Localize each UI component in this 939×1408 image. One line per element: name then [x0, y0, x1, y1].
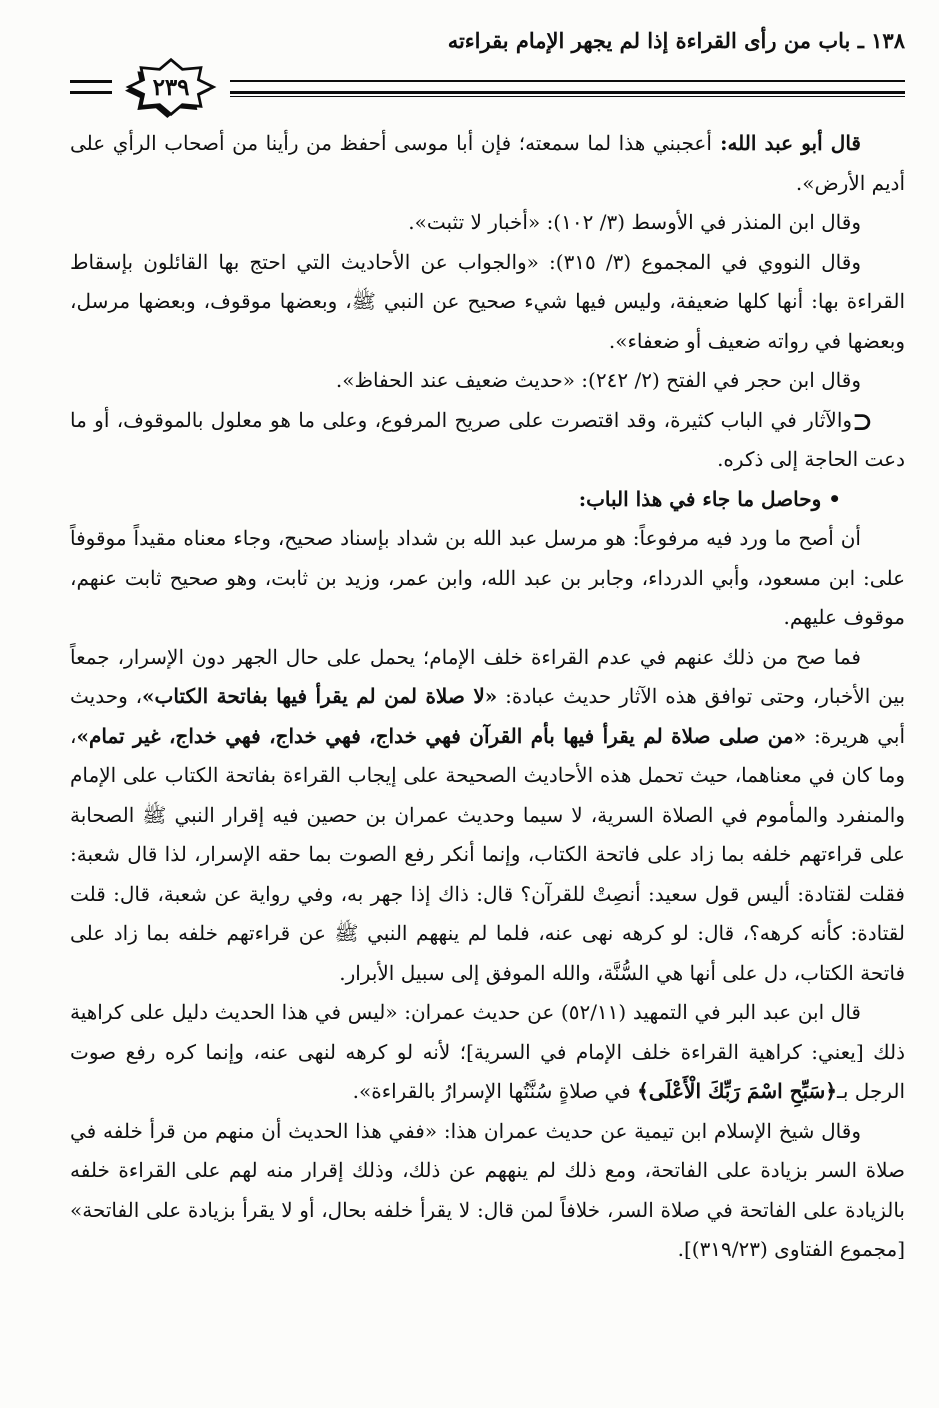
body-paragraph-6 — [70, 480, 905, 520]
text-run: في صلاةٍ سُنَّتُها الإسرارُ بالقراءة». — [352, 1079, 638, 1103]
bold-quote: «لا صلاة لمن لم يقرأ فيها بفاتحة الكتاب» — [142, 684, 498, 708]
body-paragraph-10 — [70, 1112, 905, 1270]
text-run: فما صح من ذلك عنهم في عدم القراءة خلف الإمام؛ يحمل على حال الجهر دون الإسرار، جمعاً بين الأخبار، وحتى توافق هذه الآثار حديث عبادة: — [70, 644, 906, 708]
body-paragraph-7 — [70, 519, 905, 638]
text-run: وقال النووي في المجموع (٣/ ٣١٥): «والجواب عن الأحاديث التي احتج بها القائلون بإسقاط القراءة بها: أنها كلها ضعيفة، وليس فيها شيء صحيح عن النبي ﷺ، وبعضها موقوف، وبعضها مرسل، وبعضها في رواته ضعيف أو ضعفاء». — [70, 249, 905, 353]
text-run: ، وما كان في معناهما، حيث تحمل هذه الأحاديث الصحيحة على إيجاب القراءة بفاتحة الكتاب على الإمام والمنفرد والمأموم في الصلاة السرية، لا سيما وحديث عمران بن حصين فيه إقرار النبي ﷺ الصحابة على قراءتهم خلفه بما زاد على فاتحة الكتاب، وإنما أنكر رفع الصوت بما حقه الإسرار، لذا قال شعبة: فقلت لقتادة: أليس قول سعيد: أنصِتْ للقرآن؟ قال: ذاك إذا جهر به، وفي رواية عن شعبة، قال: قلت لقتادة: كأنه كرهه؟، قال: لو كرهه نهى عنه، فلما لم ينههم النبي ﷺ عن قراءتهم خلفه بما زاد على فاتحة الكتاب، دل على أنها هي السُّنَّة، والله الموفق إلى سبيل الأبرار. — [70, 723, 905, 985]
page-number: ٢٣٩ — [152, 75, 190, 102]
text-run: ، وحديث أبي هريرة: — [70, 684, 905, 748]
chapter-title: ١٣٨ ـ باب من رأى القراءة إذا لم يجهر الإمام بقراءته — [447, 28, 905, 53]
body-paragraph-1 — [70, 124, 905, 203]
body-paragraph-9 — [70, 993, 905, 1112]
body-paragraph-4 — [70, 361, 905, 401]
body-paragraph-8 — [70, 638, 905, 994]
bold-quote: «من صلى صلاة لم يقرأ فيها بأم القرآن فهي خداج، فهي خداج، فهي خداج، غير تمام» — [76, 723, 807, 748]
body-paragraph-5 — [70, 401, 905, 480]
text-run: أعجبني هذا لما سمعته؛ فإن أبا موسى أحفظ من رأينا من أصحاب الرأي على أديم الأرض». — [70, 131, 905, 195]
page-body — [70, 124, 905, 1270]
header-rule-row — [70, 58, 905, 116]
text-run: والآثار في الباب كثيرة، وقد اقتصرت على صريح المرفوع، وعلى ما هو معلول بالموقوف، أو ما دعت الحاجة إلى ذكره. — [70, 407, 905, 471]
section-marker-glyph: ⊂ — [852, 406, 873, 436]
quran-verse: ﴿سَبِّحِ اسْمَ رَبِّكَ الْأَعْلَى﴾ — [637, 1079, 838, 1103]
text-run: • وحاصل ما جاء في هذا الباب: — [578, 486, 841, 511]
page-number-badge — [120, 54, 222, 120]
body-paragraph-3 — [70, 243, 905, 362]
text-run: قال ابن عبد البر في التمهيد (٥٢/١١) عن حديث عمران: «ليس في هذا الحديث دليل على كراهية ذلك [يعني: كراهية القراءة خلف الإمام في السرية]؛ لأنه لو كرهه لنهى عنه، وإنما كره رفع صوت الرجل بـ — [70, 1000, 905, 1103]
text-run: وقال ابن حجر في الفتح (٢/ ٢٤٢): «حديث ضعيف عند الحفاظ». — [335, 368, 861, 392]
text-run: وقال ابن المنذر في الأوسط (٣/ ١٠٢): «أخبار لا تثبت». — [408, 210, 861, 234]
header-rule-lines — [230, 80, 905, 94]
body-paragraph-2 — [70, 203, 905, 243]
text-run: وقال شيخ الإسلام ابن تيمية عن حديث عمران هذا: «ففي هذا الحديث أن منهم من قرأ خلفه في صلاة السر بزيادة على الفاتحة، ومع ذلك لم ينههم عن ذلك، وذلك إقرار منه لهم على القراءة خلفه بالزيادة على الفاتحة في صلاة السر، خلافاً لمن قال: لا يقرأ خلفه بحال، أو لا يقرأ بزيادة على الفاتحة» [مجموع الفتاوى (٣١٩/٢٣)]. — [70, 1118, 905, 1261]
bold-quote: قال أبو عبد الله: — [711, 131, 861, 155]
header-rule-left-lines — [70, 80, 112, 94]
text-run: أن أصح ما ورد فيه مرفوعاً: هو مرسل عبد الله بن شداد بإسناد صحيح، وجاء معناه مقيداً موقوفاً على: ابن مسعود، وأبي الدرداء، وجابر بن عبد الله، وابن عمر، وزيد بن ثابت، وهو صحيح ثابت عنهم، موقوف عليهم. — [70, 526, 905, 629]
